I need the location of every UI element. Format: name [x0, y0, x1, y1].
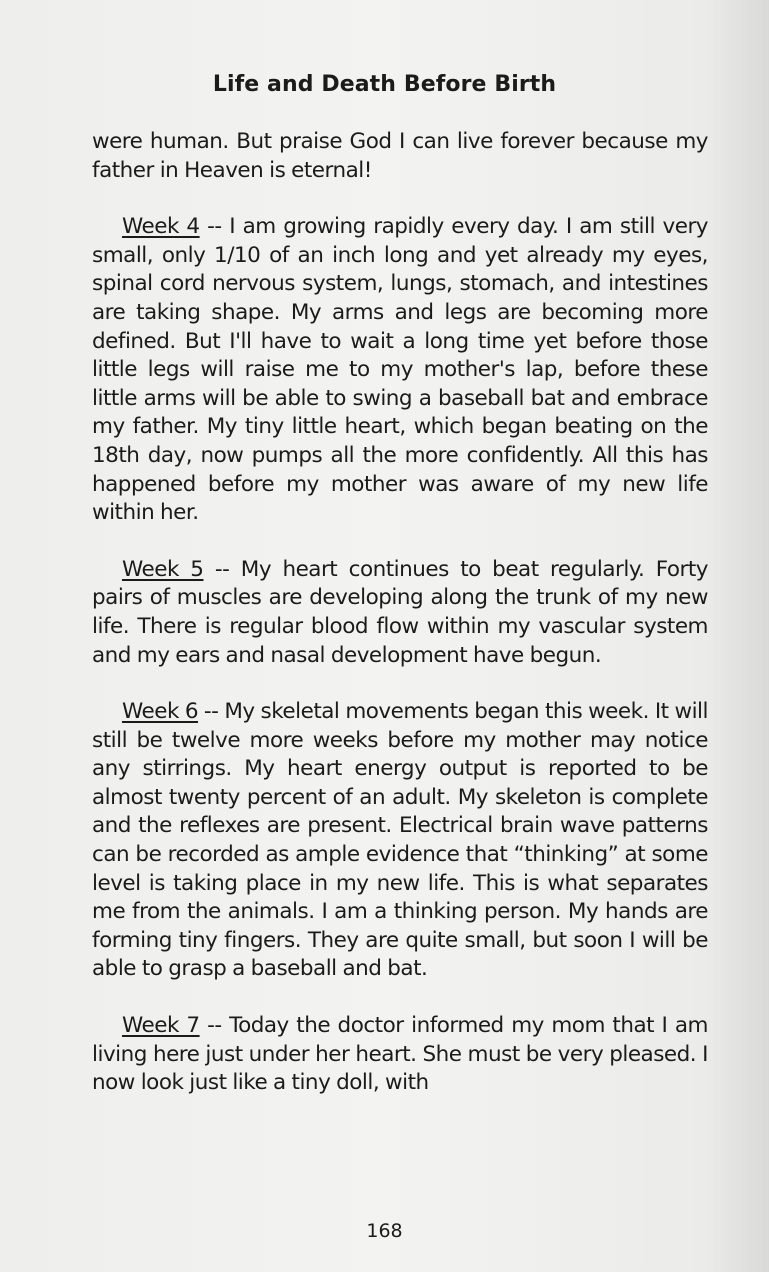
week-7-label: Week 7: [122, 1013, 200, 1039]
week-6-text: -- My skeletal movements began this week. It will still be twelve more weeks before my mother may notice any stirrings. My heart energy output is reported to be almost twenty percent of an adult. My skeleton is complete and the reflexes are present. Electrical brain wave patterns can be recorded as ample evidence that “thinking” at some level is taking place in my new life. This is what separates me from the animals. I am a thinking person. My hands are forming tiny fingers. They are quite small, but soon I will be able to grasp a baseball and bat.: [92, 699, 708, 982]
week-7-text: -- Today the doctor informed my mom that I am living here just under her heart. She must be very pleased. I now look just like a tiny doll, with: [92, 1013, 708, 1096]
week-5-text: -- My heart continues to beat regularly. Forty pairs of muscles are developing along the trunk of my new life. There is regular blood flow within my vascular system and my ears and nasal development have begun.: [92, 556, 708, 668]
week-7-paragraph: [92, 1012, 708, 1098]
page-title: Life and Death Before Birth: [212, 72, 557, 97]
week-4-text: -- I am growing rapidly every day. I am still very small, only 1/10 of an inch long and yet already my eyes, spinal cord nervous system, lungs, stomach, and intestines are taking shape. My arms and legs are becoming more defined. But I'll have to wait a long time yet before those little legs will raise me to my mother's lap, before these little arms will be able to swing a baseball bat and embrace my father. My tiny little heart, which began beating on the 18th day, now pumps all the more confidently. All this has happened before my mother was aware of my new life within her.: [92, 214, 709, 526]
week-5-label: Week 5: [122, 556, 204, 582]
opening-paragraph: were human. But praise God I can live forever because my father in Heaven is eternal!: [92, 129, 708, 183]
body-text: [92, 128, 708, 1126]
week-4-label: Week 4: [122, 214, 200, 240]
week-6-label: Week 6: [122, 699, 198, 725]
week-5-paragraph: [92, 556, 708, 670]
week-6-paragraph: [92, 698, 708, 984]
page-number: 168: [366, 1220, 403, 1242]
week-4-paragraph: [92, 213, 708, 528]
